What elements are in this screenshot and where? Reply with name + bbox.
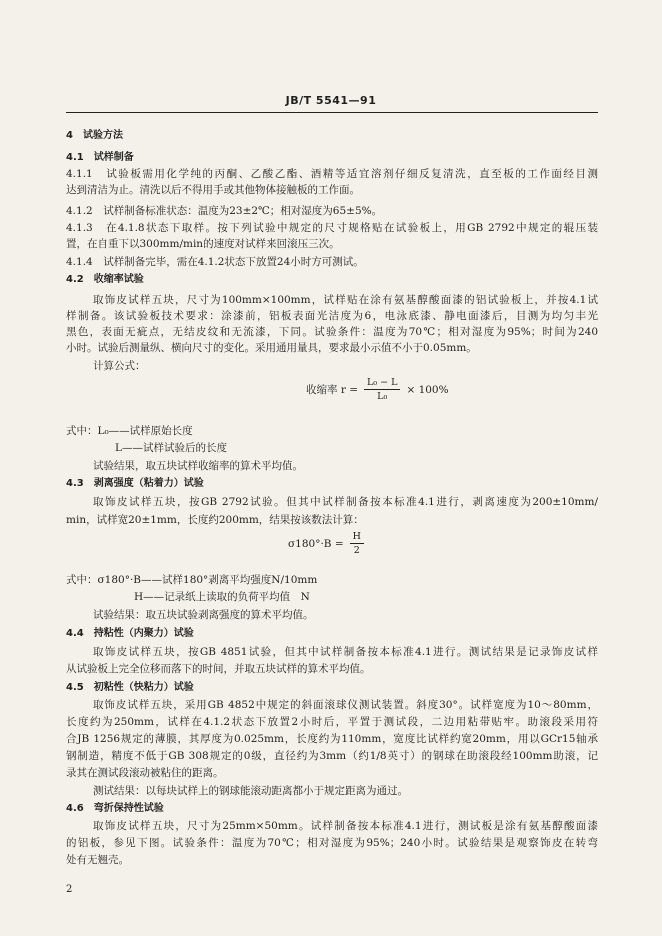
text-line: 黑色，表面无疵点，无结皮纹和无流漆，下同。试验条件：温度为70℃；相对湿度为95%；时间为240 [66, 326, 598, 338]
formula-denominator: L₀ [377, 391, 388, 402]
formula-lhs: 收缩率 r = [306, 384, 358, 396]
text-line: 录其在测试段滚动被粘住的距离。 [66, 767, 224, 779]
standard-header: JB/T 5541—91 [285, 94, 377, 107]
text-line: 试验结果，取五块试样收缩率的算术平均值。 [93, 460, 303, 472]
text-line: 取饰皮试样五块，尺寸为25mm×50mm。试样制备按本标准4.1进行，测试板是涂有氨基醇酸面漆 [93, 820, 598, 832]
text-line: 4.1.3 在4.1.8状态下取样。按下列试验中规定的尺寸规格贴在试验板上，用GB 2792中规定的辊压装 [66, 222, 598, 234]
section-heading: 4.5 初粘性（快粘力）试验 [66, 682, 194, 693]
text-line: 小时。试验后测量纵、横向尺寸的变化。采用通用量具，要求最小示值不小于0.05mm。 [66, 342, 477, 354]
text-line: 取饰皮试样五块，按GB 2792试验。但其中试样制备按本标准4.1进行，剥离速度为200±10mm/ [93, 496, 598, 508]
formula-lhs: σ180°·B = [288, 537, 344, 550]
formula-tail: × 100% [406, 383, 449, 396]
text-line: min，试样宽20±1mm，长度约200mm，结果按该数法计算： [66, 514, 364, 526]
text-line: 取饰皮试样五块，采用GB 4852中规定的斜面滚球仪测试装置。斜度30°。试样宽度为10～80mm， [93, 699, 598, 711]
text-line: 合JB 1256规定的薄膜，其厚度为0.025mm，长度约为110mm，宽度比试样约宽20mm，用以GCr15轴承 [66, 733, 598, 745]
header-rule [66, 112, 598, 113]
text-line: 从试验板上完全位移而落下的时间，并取五块试样的算术平均值。 [66, 663, 371, 675]
text-line: 处有无翘壳。 [66, 854, 129, 866]
text-line: 达到清洁为止。清洗以后不得用手或其他物体接触板的工作面。 [66, 184, 360, 196]
text-line: 取饰皮试样五块，按GB 4851试验，但其中试样制备按本标准4.1进行。测试结果是记录饰皮试样 [93, 646, 598, 658]
text-line: H——记录纸上读取的负荷平均值 N [134, 591, 310, 603]
text-line: 4.1.1 试验板需用化学纯的丙酮、乙酸乙酯、酒精等适宜溶剂仔细反复清洗，直至板的工作面经目测 [66, 168, 598, 180]
peel-strength-formula [288, 530, 364, 557]
formula-denominator: 2 [353, 545, 360, 556]
text-line: 的铝板，参见下图。试验条件：温度为70℃；相对湿度为95%；240小时。试验结果是观察饰皮在转弯 [66, 837, 598, 849]
text-line: 计算公式： [93, 360, 146, 372]
formula-numerator: H [350, 530, 364, 544]
section-heading: 4.6 弯折保持性试验 [66, 803, 164, 814]
formula-fraction [350, 530, 364, 557]
page-number: 2 [66, 884, 73, 895]
text-line: 取饰皮试样五块，尺寸为100mm×100mm，试样贴在涂有氨基醇酸面漆的铝试验板上，并按4.1试 [93, 294, 598, 306]
formula-numerator: L₀ − L [364, 376, 400, 390]
section-heading: 4.2 收缩率试验 [66, 274, 144, 285]
text-line: L——试样试验后的长度 [115, 442, 227, 454]
text-line: 样制备。该试验板技术要求：涂漆前，铝板表面光洁度为6，电泳底漆、静电面漆后，目测为均匀丰光 [66, 310, 598, 322]
text-line: 钢制造，精度不低于GB 308规定的0级，直径约为3mm（约1/8英寸）的钢球在助滚段经100mm助滚，记 [66, 750, 598, 762]
section-heading: 4 试验方法 [66, 130, 123, 141]
text-line: 长度约为250mm，试样在4.1.2状态下放置2小时后，平置于测试段，二边用粘带贴牢。助滚段采用符 [66, 716, 598, 728]
section-heading: 4.4 持粘性（内聚力）试验 [66, 628, 194, 639]
formula-fraction [364, 376, 400, 403]
text-line: 置，在自重下以300mm/min的速度对试样来回滚压三次。 [66, 238, 340, 250]
shrinkage-formula [306, 376, 449, 403]
section-heading: 4.1 试样制备 [66, 152, 134, 163]
text-line: 式中：σ180°·B——试样180°剥离平均强度N/10mm [66, 574, 318, 586]
text-line: 式中：L₀——试样原始长度 [66, 425, 193, 437]
text-line: 测试结果：以每块试样上的钢球能滚动距离都小于规定距离为通过。 [93, 785, 408, 797]
text-line: 试验结果：取五块试验剥离强度的算术平均值。 [93, 609, 314, 621]
section-heading: 4.3 剥离强度（粘着力）试验 [66, 478, 204, 489]
text-line: 4.1.4 试样制备完毕，需在4.1.2状态下放置24小时方可测试。 [66, 256, 364, 268]
text-line: 4.1.2 试样制备标准状态：温度为23±2℃；相对湿度为65±5%。 [66, 205, 383, 217]
